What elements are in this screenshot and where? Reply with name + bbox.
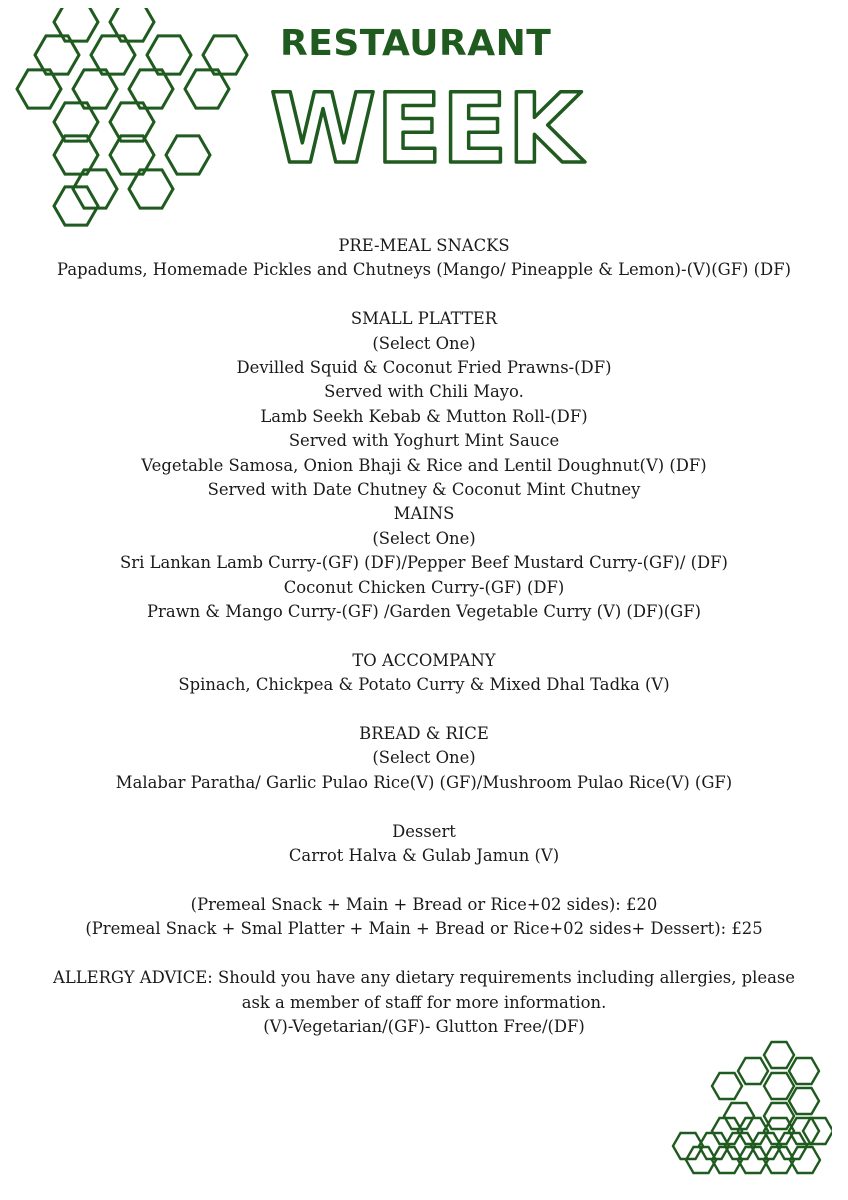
hexagon-shape <box>185 70 229 108</box>
allergy-advice: ALLERGY ADVICE: Should you have any dietary requirements including allergies, please <box>53 968 795 988</box>
menu-item-description: Served with Date Chutney & Coconut Mint Chutney <box>207 480 641 500</box>
spacer <box>0 942 848 966</box>
menu-item: Papadums, Homemade Pickles and Chutneys (Mango/ Pineapple & Lemon)-(V)(GF) (DF) <box>57 260 791 280</box>
hexagon-shape <box>17 70 61 108</box>
spacer <box>0 795 848 819</box>
section-note: (Select One) <box>372 748 476 768</box>
hexagon-shape <box>764 1073 794 1099</box>
hexagon-shape <box>789 1058 819 1084</box>
title-restaurant: RESTAURANT <box>280 23 552 64</box>
hexagon-shape <box>789 1088 819 1114</box>
price-line: (Premeal Snack + Main + Bread or Rice+02 sides): £20 <box>190 894 658 914</box>
menu-item-description: Served with Yoghurt Mint Sauce <box>288 431 560 451</box>
allergy-advice: ask a member of staff for more information. <box>241 992 607 1012</box>
menu-item: Vegetable Samosa, Onion Bhaji & Rice and Lentil Doughnut(V) (DF) <box>141 455 707 475</box>
hexagon-shape <box>803 1118 832 1144</box>
hexagon-shape <box>712 1073 742 1099</box>
dietary-legend: (V)-Vegetarian/(GF)- Glutton Free/(DF) <box>263 1016 585 1036</box>
menu-item-description: Served with Chili Mayo. <box>324 382 524 402</box>
menu <box>0 234 848 1039</box>
hexagon-shape <box>166 136 210 174</box>
section-note: (Select One) <box>372 333 476 353</box>
menu-item: Coconut Chicken Curry-(GF) (DF) <box>283 577 565 597</box>
hexagon-shape <box>91 36 135 74</box>
honeycomb-icon <box>14 8 258 230</box>
menu-item: Carrot Halva & Gulab Jamun (V) <box>288 846 560 866</box>
hexagon-shape <box>738 1058 768 1084</box>
menu-item: Sri Lankan Lamb Curry-(GF) (DF)/Pepper Beef Mustard Curry-(GF)/ (DF) <box>120 553 728 573</box>
section-heading-mains: MAINS <box>393 504 455 524</box>
honeycomb-icon <box>664 1038 832 1180</box>
menu-item: Devilled Squid & Coconut Fried Prawns-(DF) <box>236 358 612 378</box>
section-heading-pre-meal: PRE-MEAL SNACKS <box>338 236 510 255</box>
menu-item: Spinach, Chickpea & Potato Curry & Mixed Dhal Tadka (V) <box>178 675 670 695</box>
menu-item: Prawn & Mango Curry-(GF) /Garden Vegetable Curry (V) (DF)(GF) <box>147 602 701 622</box>
hexagon-shape <box>129 170 173 208</box>
title-week-text: WEEK <box>270 80 586 172</box>
title-week <box>262 80 592 172</box>
hexagon-shape <box>764 1042 794 1068</box>
menu-item: Lamb Seekh Kebab & Mutton Roll-(DF) <box>260 406 588 426</box>
section-heading-bread-rice: BREAD & RICE <box>359 724 489 744</box>
spacer <box>0 283 848 307</box>
menu-item: Malabar Paratha/ Garlic Pulao Rice(V) (GF)/Mushroom Pulao Rice(V) (GF) <box>115 772 733 792</box>
section-heading-small-platter: SMALL PLATTER <box>350 309 498 329</box>
section-note: (Select One) <box>372 528 476 548</box>
hexagon-shape <box>147 36 191 74</box>
section-heading-accompany: TO ACCOMPANY <box>352 650 496 670</box>
hexagon-shape <box>203 36 247 74</box>
spacer <box>0 869 848 893</box>
section-heading-dessert: Dessert <box>392 821 456 841</box>
spacer <box>0 698 848 722</box>
price-line: (Premeal Snack + Smal Platter + Main + Bread or Rice+02 sides+ Dessert): £25 <box>85 919 763 939</box>
spacer <box>0 624 848 648</box>
hexagon-shape <box>35 36 79 74</box>
